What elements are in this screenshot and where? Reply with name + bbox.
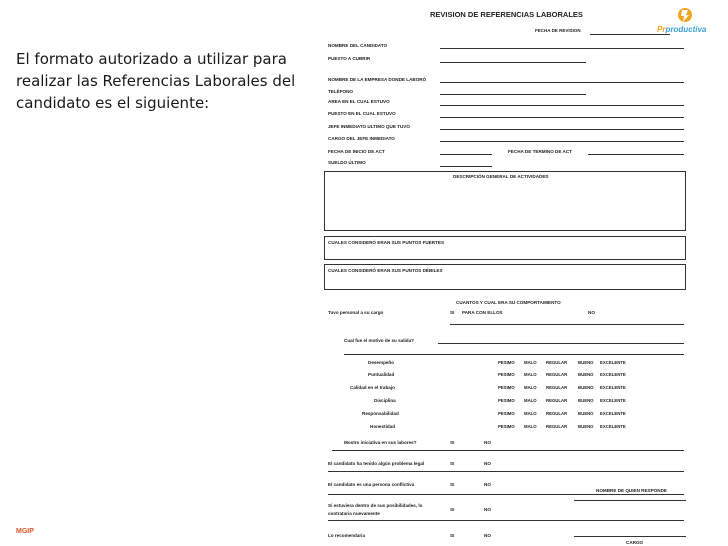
rating-option: PESIMO [498, 385, 515, 390]
question-rehire-2: contrataria nuevamente [328, 511, 380, 516]
answer-yes: SI [450, 507, 455, 512]
field-line [440, 154, 492, 155]
respondent-name-line [574, 500, 686, 501]
rating-option: REGULAR [546, 360, 568, 365]
company-logo [657, 6, 717, 36]
rating-option: MALO [524, 385, 537, 390]
review-date-label: FECHA DE REVISION [535, 28, 581, 33]
question-rehire-1: Si estuviera dentro de sus posibilidades, lo [328, 503, 423, 508]
form-title: REVISION DE REFERENCIAS LABORALES [430, 10, 583, 19]
question-conflictive: El candidato es una persona conflictiva [328, 482, 415, 487]
answer-no: NO [484, 507, 491, 512]
rating-option: REGULAR [546, 398, 568, 403]
staff-behavior-label-1: CUANTOS Y CUAL ERA SU COMPORTAMIENTO [456, 300, 561, 305]
position-label: CARGO [626, 540, 644, 545]
question-legal: El candidato ha tenido algún problema legal [328, 461, 425, 466]
rating-option: REGULAR [546, 372, 568, 377]
exit-reason-label: Cual fue el motivo de su salida? [344, 338, 414, 343]
respondent-name-label: NOMBRE DE QUIEN RESPONDE [596, 488, 667, 493]
field-start-date: FECHA DE INICIO DE ACT [328, 149, 385, 154]
rating-option: MALO [524, 372, 537, 377]
field-area: AREA EN EL CUAL ESTUVO [328, 99, 390, 104]
rating-option: BUENO [578, 385, 594, 390]
staff-answer-line [450, 324, 684, 325]
exit-reason-line-2 [344, 354, 684, 355]
rating-option: EXCELENTE [600, 385, 626, 390]
answer-yes: SI [450, 533, 455, 538]
footer-label: MGIP [16, 528, 34, 535]
criterion-label: Puntualidad [368, 372, 395, 377]
strengths-box [324, 236, 686, 260]
field-boss-position: CARGO DEL JEFE INMEDIATO [328, 136, 395, 141]
question-initiative: Mostro iniciativa en sus labores? [344, 440, 417, 445]
rating-option: REGULAR [546, 385, 568, 390]
field-end-date: FECHA DE TERMINO DE ACT [508, 149, 572, 154]
field-line [440, 105, 684, 106]
rating-option: PESIMO [498, 372, 515, 377]
logo-suffix: productiva [665, 25, 707, 34]
rating-option: EXCELENTE [600, 398, 626, 403]
answer-no: NO [484, 440, 491, 445]
logo-icon [677, 6, 693, 24]
rating-option: MALO [524, 411, 537, 416]
weaknesses-label: CUALES CONSIDERÓ ERAN SUS PUNTOS DÉBILES [328, 268, 443, 273]
field-line [440, 62, 586, 63]
field-line [588, 154, 684, 155]
rating-option: MALO [524, 424, 537, 429]
field-role: PUESTO EN EL CUAL ESTUVO [328, 111, 396, 116]
field-last-salary: SUELDO ÚLTIMO [328, 160, 366, 165]
answer-no: NO [484, 533, 491, 538]
field-position: PUESTO A CUBRIR [328, 56, 371, 61]
staff-yes: SI [450, 310, 455, 315]
rating-option: EXCELENTE [600, 411, 626, 416]
rating-option: PESIMO [498, 398, 515, 403]
answer-yes: SI [450, 461, 455, 466]
intro-paragraph: El formato autorizado a utilizar para realizar las Referencias Laborales del candidato es el siguiente: [16, 50, 296, 112]
field-line [440, 82, 684, 83]
rating-option: BUENO [578, 411, 594, 416]
criterion-label: Disciplina [374, 398, 396, 403]
staff-no: NO [588, 310, 595, 315]
reference-form [312, 0, 728, 546]
rating-option: BUENO [578, 372, 594, 377]
question-recommend: Lo recomendaria [328, 533, 366, 538]
rating-option: REGULAR [546, 424, 568, 429]
answer-yes: SI [450, 482, 455, 487]
question-line [328, 471, 684, 472]
field-line [440, 94, 586, 95]
rating-option: EXCELENTE [600, 424, 626, 429]
rating-option: MALO [524, 360, 537, 365]
rating-option: EXCELENTE [600, 360, 626, 365]
rating-option: BUENO [578, 424, 594, 429]
rating-option: PESIMO [498, 424, 515, 429]
rating-option: PESIMO [498, 360, 515, 365]
rating-option: PESIMO [498, 411, 515, 416]
position-line [574, 536, 686, 537]
question-line [328, 520, 684, 521]
weaknesses-box [324, 264, 686, 290]
answer-no: NO [484, 482, 491, 487]
rating-option: BUENO [578, 360, 594, 365]
rating-option: EXCELENTE [600, 372, 626, 377]
logo-prefix: Pr [657, 25, 666, 34]
rating-option: BUENO [578, 398, 594, 403]
question-line [332, 450, 684, 451]
field-line [440, 141, 684, 142]
field-line [440, 129, 684, 130]
field-line [440, 117, 684, 118]
activities-box [324, 171, 686, 231]
field-line [440, 48, 684, 49]
logo-text [657, 25, 706, 34]
field-phone: TELÉFONO [328, 89, 354, 94]
strengths-label: CUALES CONSIDERÓ ERAN SUS PUNTOS FUERTES [328, 240, 445, 245]
field-line [440, 166, 492, 167]
staff-behavior-label-2: PARA CON ELLOS [462, 310, 503, 315]
field-candidate-name: NOMBRE DEL CANDIDATO [328, 43, 388, 48]
question-line [328, 494, 684, 495]
criterion-label: Responsabilidad [362, 411, 399, 416]
staff-question: Tuvo personal a su cargo [328, 310, 384, 315]
activities-label: DESCRIPCIÓN GENERAL DE ACTIVIDADES [453, 174, 549, 179]
rating-option: MALO [524, 398, 537, 403]
field-company-name: NOMBRE DE LA EMPRESA DONDE LABORÓ [328, 77, 427, 82]
criterion-label: Desempeño [368, 360, 395, 365]
answer-no: NO [484, 461, 491, 466]
criterion-label: Honestidad [370, 424, 396, 429]
field-boss: JEFE INMEDIATO ULTIMO QUE TUVO [328, 124, 410, 129]
exit-reason-line [438, 343, 684, 344]
criterion-label: Calidad en el trabajo [350, 385, 395, 390]
answer-yes: SI [450, 440, 455, 445]
rating-option: REGULAR [546, 411, 568, 416]
